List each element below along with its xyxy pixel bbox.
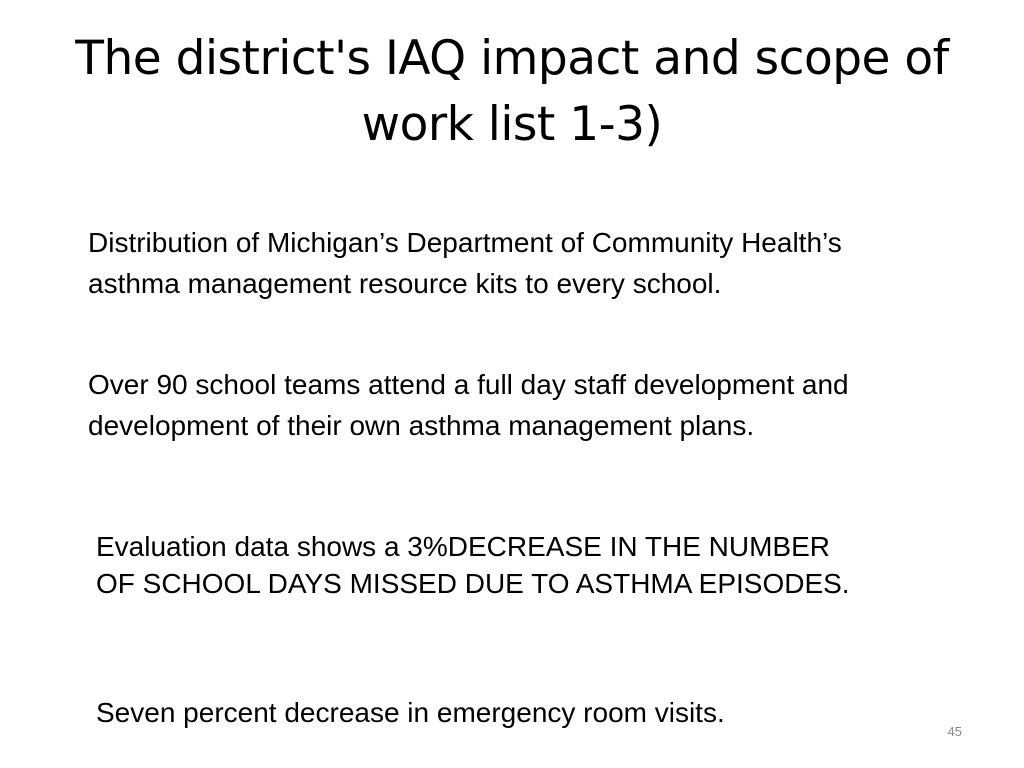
paragraph-emergency-visits: Seven percent decrease in emergency room visits. [96, 697, 725, 728]
slide-title: The district's IAQ impact and scope of work list 1-3) [75, 31, 949, 152]
paragraph-school-teams: Over 90 school teams attend a full day staff development and development of their own asthma management plans. [88, 369, 849, 441]
paragraph-resource-kits: Distribution of Michigan’s Department of Community Health’s asthma management resource kits to every school. [88, 227, 842, 299]
paragraph-evaluation-data: Evaluation data shows a 3%DECREASE IN THE NUMBER OF SCHOOL DAYS MISSED DUE TO ASTHMA EPISODES. [96, 531, 850, 599]
page-number: 45 [947, 724, 962, 739]
